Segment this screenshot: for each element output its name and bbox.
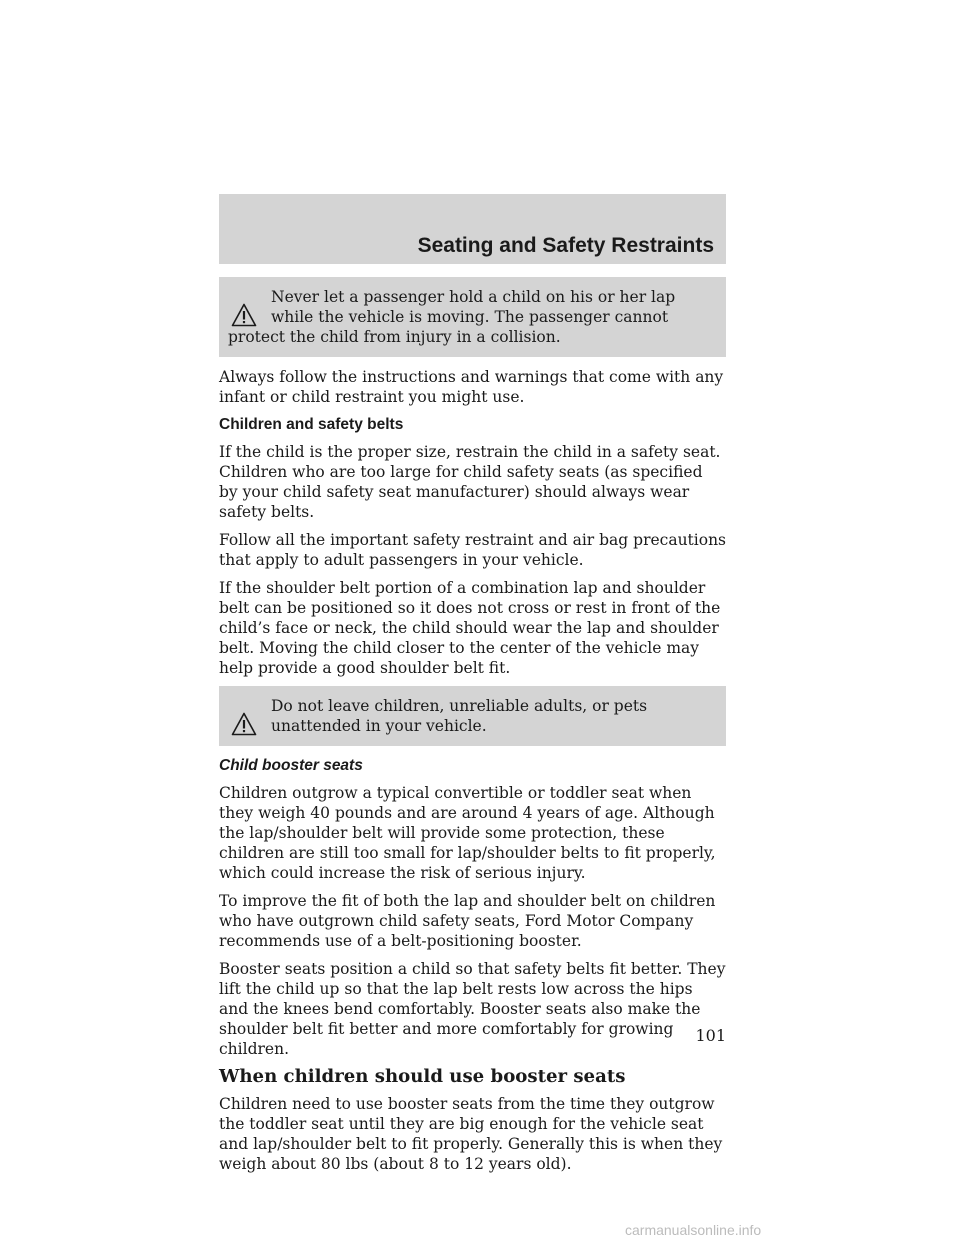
- when-use-booster-heading: When children should use booster seats: [219, 1066, 626, 1087]
- booster-seats-heading: Child booster seats: [219, 757, 363, 774]
- paragraph: To improve the fit of both the lap and shoulder belt on children who have outgrown child safety seats, Ford Motor Company recommends use of a belt-positioning booster.: [219, 892, 716, 950]
- warning-triangle-icon: [231, 712, 257, 736]
- paragraph: Booster seats position a child so that safety belts fit better. They lift the child up so that the lap belt rests low across the hips and the knees bend comfortably. Booster seats also make the shoulder belt fit better and more comfortably for growing children.: [219, 960, 726, 1058]
- warning-text: Do not leave children, unreliable adults, or pets unattended in your vehicle.: [271, 697, 648, 735]
- paragraph: Children outgrow a typical convertible or toddler seat when they weigh 40 pounds and are around 4 years of age. Although the lap/shoulder belt will provide some protection, these children are still too small for lap/shoulder belts to fit properly, which could increase the risk of serious injury.: [219, 784, 716, 882]
- page-content: [219, 277, 726, 1182]
- section-title: Seating and Safety Restraints: [417, 234, 714, 257]
- paragraph: If the shoulder belt portion of a combination lap and shoulder belt can be positioned so it does not cross or rest in front of the child’s face or neck, the child should wear the lap and shoulder belt. Moving the child closer to the center of the vehicle may help provide a good shoulder belt fit.: [219, 579, 721, 677]
- watermark: carmanualsonline.info: [625, 1222, 762, 1238]
- warning-triangle-icon: [231, 303, 257, 327]
- warning-box: [219, 277, 726, 357]
- warning-text: Never let a passenger hold a child on his or her lap while the vehicle is moving. The passenger cannot protect the child from injury in a collision.: [228, 288, 676, 346]
- paragraph: Follow all the important safety restraint and air bag precautions that apply to adult passengers in your vehicle.: [219, 531, 727, 569]
- intro-paragraph: Always follow the instructions and warnings that come with any infant or child restraint you might use.: [219, 368, 724, 406]
- children-safety-belts-heading: Children and safety belts: [219, 416, 404, 433]
- paragraph: If the child is the proper size, restrain the child in a safety seat. Children who are too large for child safety seats (as specified by your child safety seat manufacturer) should always wear safety belts.: [219, 443, 721, 521]
- warning-box: [219, 686, 726, 746]
- section-header-band: [219, 194, 726, 264]
- paragraph: Children need to use booster seats from the time they outgrow the toddler seat until they are big enough for the vehicle seat and lap/shoulder belt to fit properly. Generally this is when they weigh about 80 lbs (about 8 to 12 years old).: [219, 1095, 723, 1173]
- page-number: 101: [695, 1026, 726, 1045]
